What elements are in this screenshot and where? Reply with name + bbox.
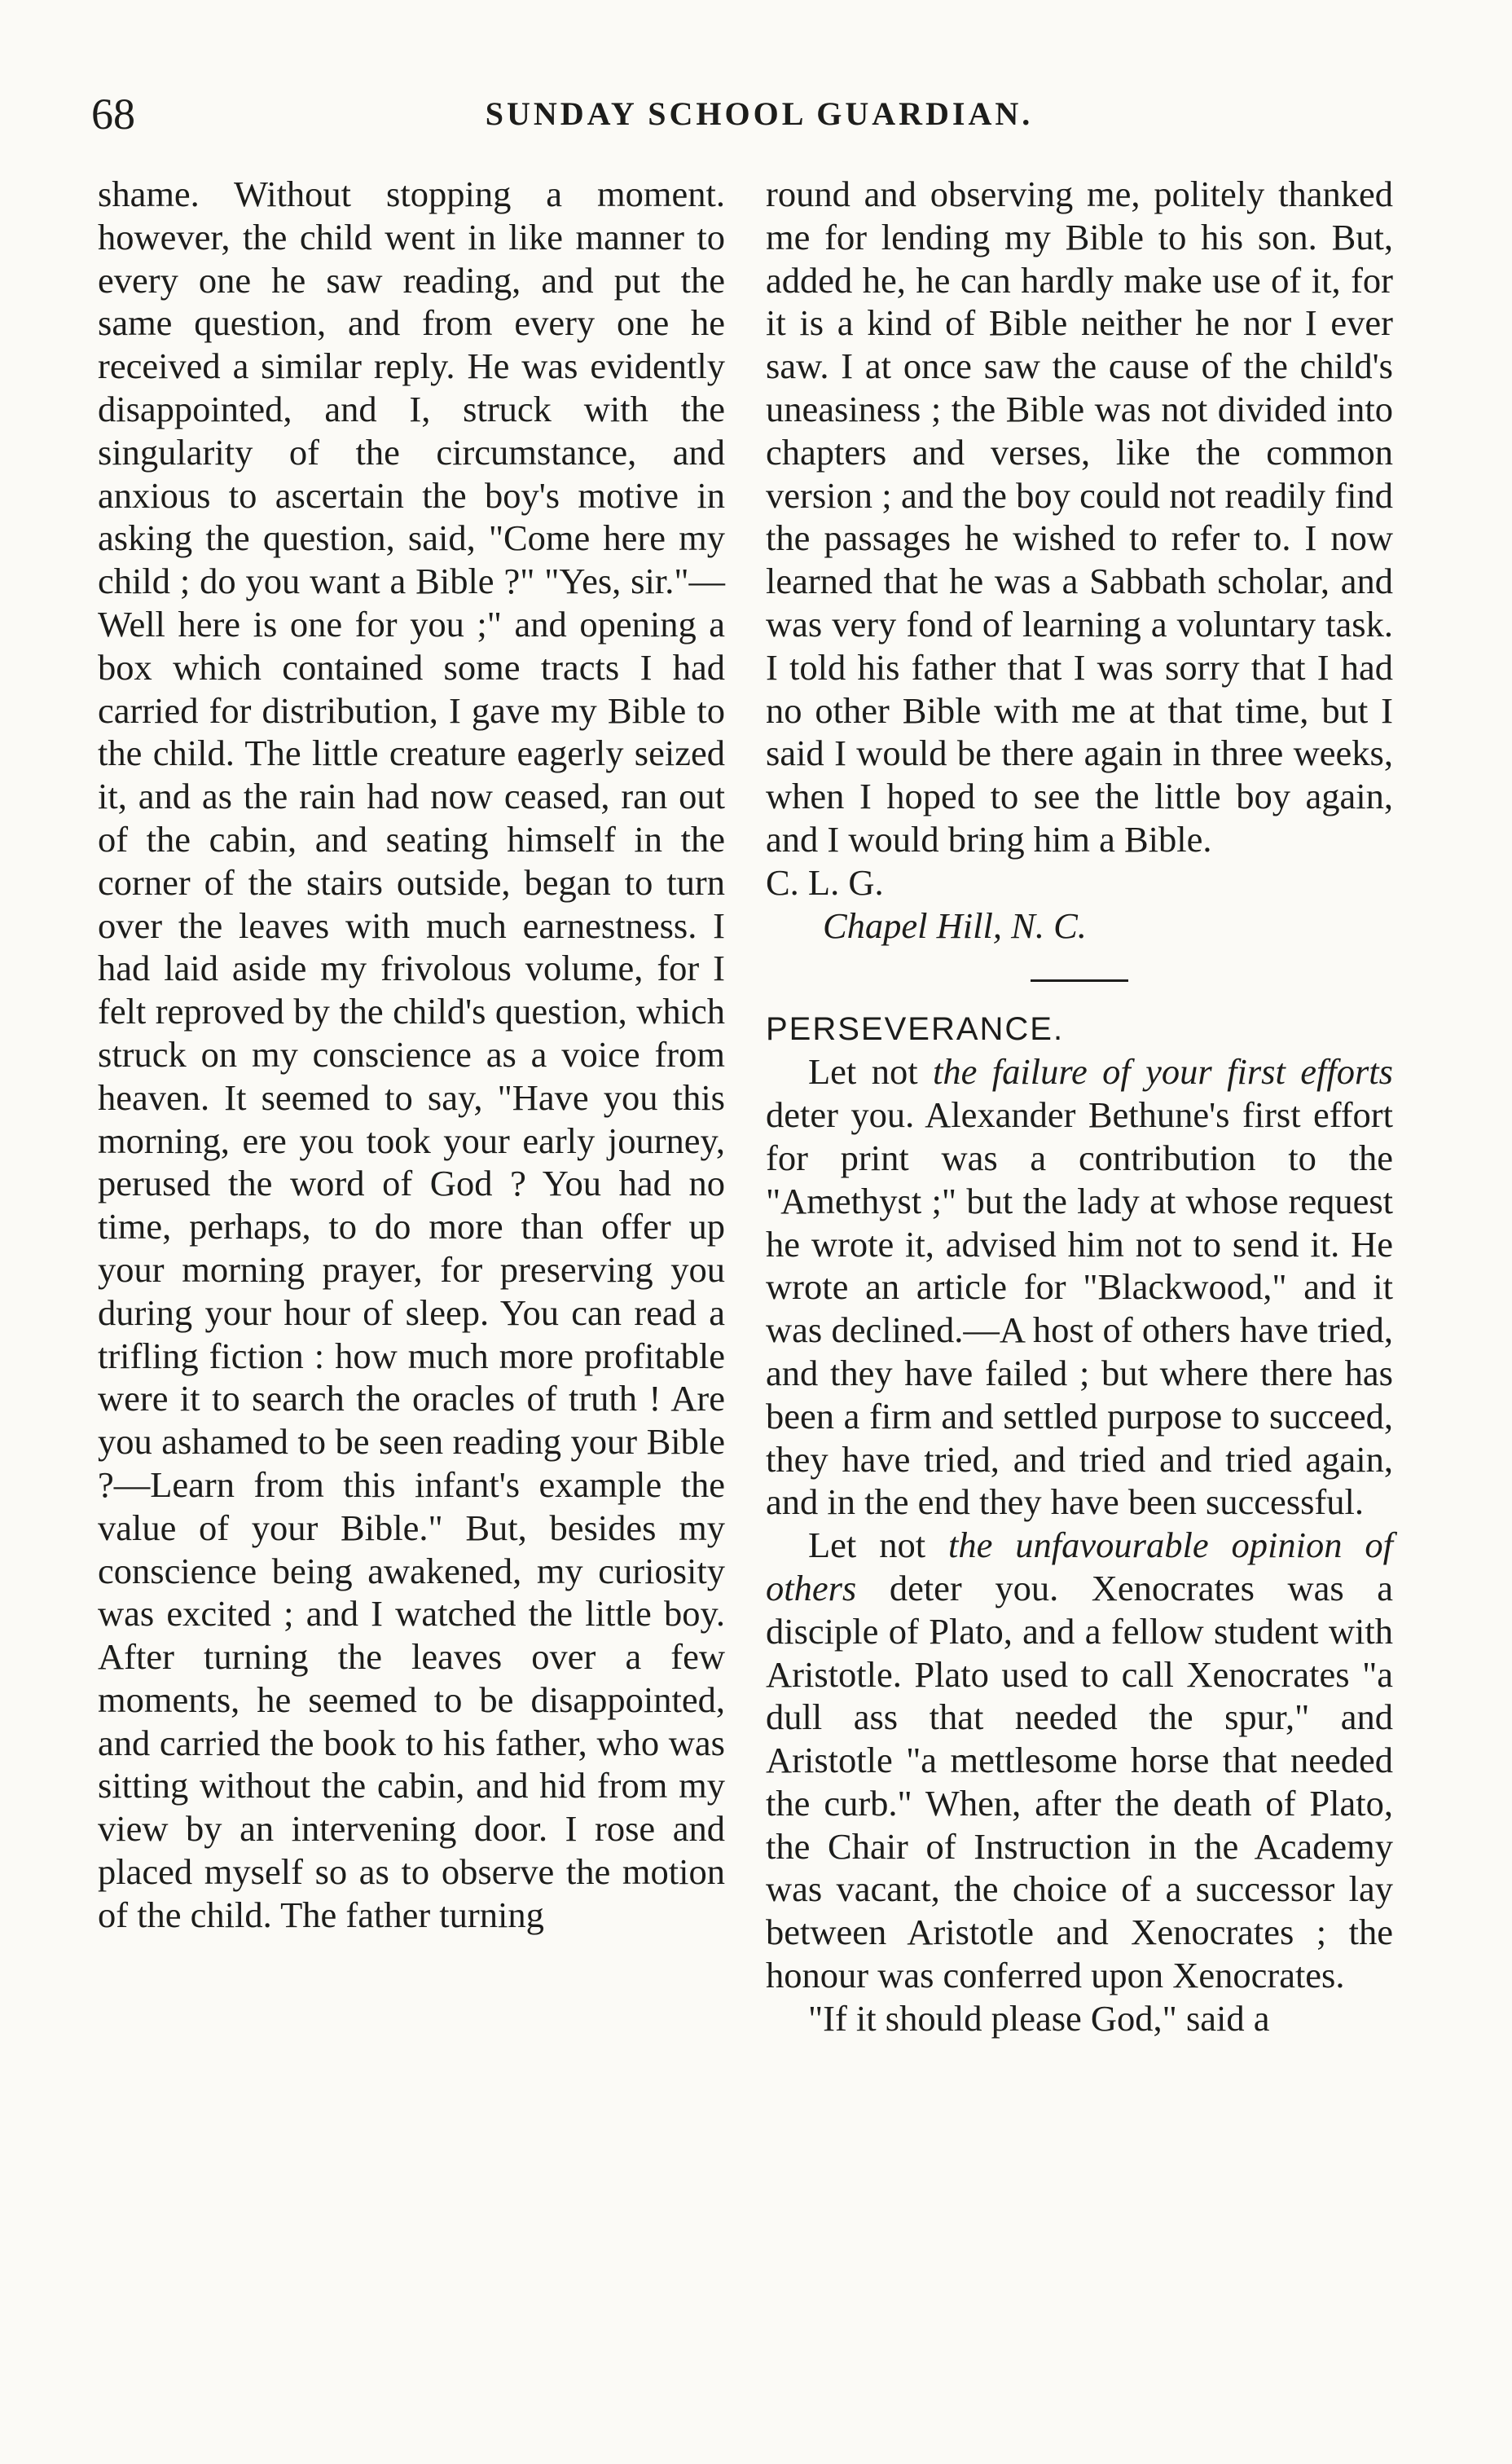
place-line: Chapel Hill, N. C. — [823, 904, 1087, 946]
perseverance-paragraph-2 — [766, 1524, 1393, 1997]
page-header — [91, 81, 1427, 147]
page-number: 68 — [91, 90, 135, 139]
paragraph-body: deter you. Xenocrates was a disciple of Plato, and a fellow student with Aristotle. Plato used to call Xenocrates "a dull ass that needed the spur," and Aristotle "a mettlesome horse that needed the curb." When, after the death of Plato, the Chair of Instruction in the Academy was vacant, the choice of a successor lay between Aristotle and Xenocrates ; the honour was conferred upon Xenocrates. — [766, 1567, 1393, 1996]
paragraph-body: deter you. Alexander Bethune's first effort for print was a contribution to the "Amethyst ;" but the lady at whose request he wrote it, advised him not to send it. He wrote an article for "Blackwood," and it was declined.—A host of others have tried, and they have failed ; but where there has been a firm and settled purpose to succeed, they have tried, and tried and tried again, and in the end they have been successful. — [766, 1094, 1393, 1523]
story-paragraph-continued: round and observing me, politely thanked me for lending my Bible to his son. But, added he, he can hardly make use of it, for it is a kind of Bible neither he nor I ever saw. I at once saw the cause of the child's uneasiness ; the Bible was not divided into chapters and verses, like the common version ; and the boy could not readily find the passages he wished to refer to. I now learned that he was a Sabbath scholar, and was very fond of learning a voluntary task. I told his father that I was sorry that I had no other Bible with me at that time, but I said I would be there again in three weeks, when I hoped to see the little boy again, and I would bring him a Bible. — [766, 174, 1393, 860]
perseverance-paragraph-3: "If it should please God," said a — [808, 1997, 1270, 2039]
story-paragraph: shame. Without stopping a moment. however, the child went in like manner to every one he saw reading, and put the same question, and from every one he received a similar reply. He was evidently disappointed, and I, struck with the singularity of the circumstance, and anxious to ascertain the boy's motive in asking the question, said, "Come here my child ; do you want a Bible ?" "Yes, sir."—Well here is one for you ;" and opening a box which contained some tracts I had carried for distribution, I gave my Bible to the child. The little creature eagerly seized it, and as the rain had now ceased, ran out of the cabin, and seating himself in the corner of the stairs outside, began to turn over the leaves with much earnestness. I had laid aside my frivolous volume, for I felt reproved by the child's question, which struck on my conscience as a voice from heaven. It seemed to say, "Have you this morning, ere you took your early journey, perused the word of God ? You had no time, perhaps, to do more than offer up your morning prayer, for preserving you during your hour of sleep. You can read a trifling fiction : how much more profitable were it to search the oracles of truth ! Are you ashamed to be seen reading your Bible ?—Learn from this infant's example the value of your Bible." But, besides my conscience being awakened, my curiosity was excited ; and I watched the little boy. After turning the leaves over a few moments, he seemed to be disappointed, and carried the book to his father, who was sitting without the cabin, and hid from my view by an intervening door. I rose and placed myself so as to observe the motion of the child. The father turning — [98, 174, 725, 1935]
paragraph-intro: Let not — [808, 1525, 948, 1566]
running-title: SUNDAY SCHOOL GUARDIAN. — [485, 95, 1034, 132]
right-column — [766, 173, 1393, 2040]
perseverance-paragraph-1 — [766, 1050, 1393, 1524]
left-column — [98, 173, 725, 1937]
section-title: PERSEVERANCE. — [766, 1011, 1065, 1048]
section-divider — [1031, 979, 1128, 982]
paragraph-intro: Let not — [808, 1051, 933, 1093]
author-signature: C. L. G. — [766, 861, 884, 903]
emphasis-text: the failure of your first efforts — [932, 1051, 1393, 1093]
emphasis-text: the unfavourable opinion of others — [766, 1525, 1393, 1608]
